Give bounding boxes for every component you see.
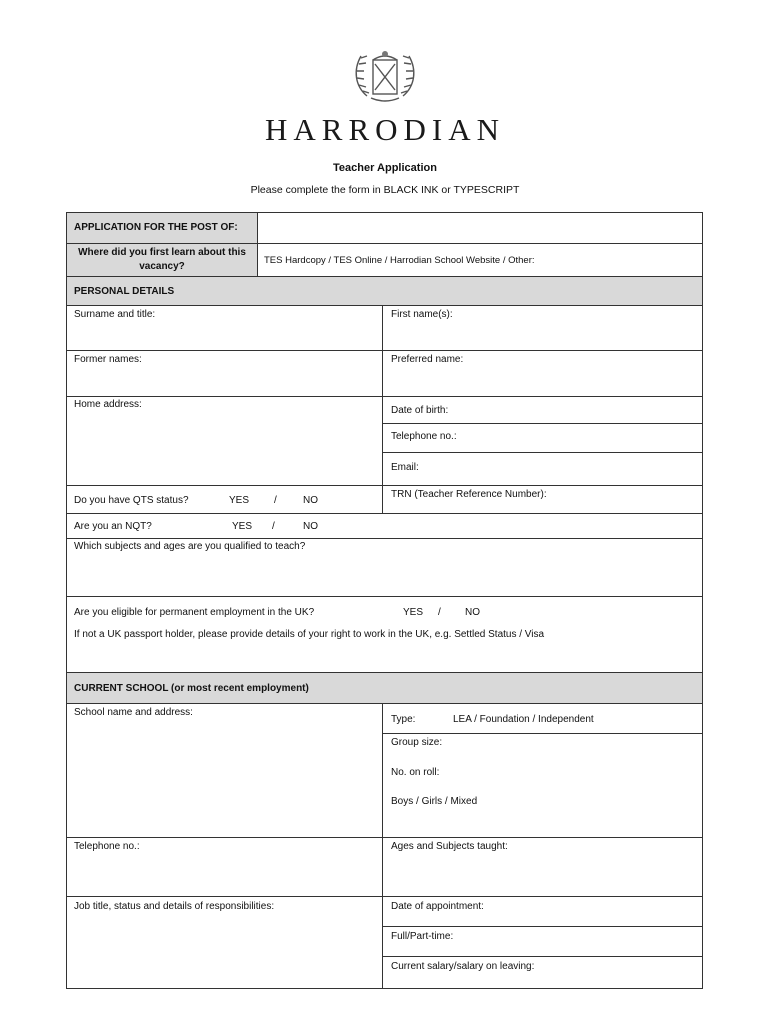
eligible-question: Are you eligible for permanent employment in the UK? [74, 607, 315, 618]
nqt-separator: / [272, 521, 275, 532]
ages-subjects-field[interactable]: Ages and Subjects taught: [391, 841, 508, 852]
application-form [66, 212, 703, 989]
current-school-title: CURRENT SCHOOL (or most recent employment) [74, 683, 309, 694]
group-size-field[interactable]: Group size: [391, 737, 443, 748]
home-address-field[interactable]: Home address: [74, 399, 142, 410]
eligible-no-option[interactable]: NO [465, 607, 480, 618]
preferred-name-field[interactable]: Preferred name: [391, 354, 464, 365]
dob-field[interactable]: Date of birth: [391, 405, 449, 416]
nqt-question: Are you an NQT? [74, 521, 152, 532]
subjects-field[interactable]: Which subjects and ages are you qualified to teach? [74, 541, 306, 552]
brand-wordmark: HARRODIAN [265, 112, 505, 147]
form-title: Teacher Application [333, 162, 437, 174]
personal-details-title: PERSONAL DETAILS [74, 286, 175, 297]
gender-options[interactable]: Boys / Girls / Mixed [391, 796, 478, 807]
email-field[interactable]: Email: [391, 462, 419, 473]
form-instruction: Please complete the form in BLACK INK or TYPESCRIPT [250, 184, 520, 196]
salary-field[interactable]: Current salary/salary on leaving: [391, 961, 535, 972]
eligible-separator: / [438, 607, 441, 618]
school-name-field[interactable]: School name and address: [74, 707, 193, 718]
post-label: APPLICATION FOR THE POST OF: [74, 222, 238, 233]
nqt-yes-option[interactable]: YES [232, 521, 253, 532]
harrodian-crest-logo [0, 44, 770, 108]
date-appointment-field[interactable]: Date of appointment: [391, 901, 484, 912]
vacancy-label: Where did you first learn about this vacancy? [78, 247, 246, 272]
surname-field[interactable]: Surname and title: [74, 309, 156, 320]
post-field[interactable] [262, 222, 698, 240]
qts-no-option[interactable]: NO [303, 495, 318, 506]
type-options[interactable]: LEA / Foundation / Independent [453, 714, 594, 725]
vacancy-options[interactable]: TES Hardcopy / TES Online / Harrodian School Website / Other: [264, 255, 535, 266]
eligible-yes-option[interactable]: YES [403, 607, 424, 618]
qts-separator: / [274, 495, 277, 506]
no-on-roll-field[interactable]: No. on roll: [391, 767, 440, 778]
nqt-no-option[interactable]: NO [303, 521, 318, 532]
qts-question: Do you have QTS status? [74, 495, 189, 506]
former-names-field[interactable]: Former names: [74, 354, 142, 365]
full-part-time-field[interactable]: Full/Part-time: [391, 931, 454, 942]
first-names-field[interactable]: First name(s): [391, 309, 453, 320]
qts-yes-option[interactable]: YES [229, 495, 250, 506]
telephone-field[interactable]: Telephone no.: [391, 431, 457, 442]
trn-field[interactable]: TRN (Teacher Reference Number): [391, 489, 547, 500]
job-title-field[interactable]: Job title, status and details of responsibilities: [74, 901, 275, 912]
crest-icon [345, 44, 425, 108]
type-label: Type: [391, 714, 416, 725]
right-to-work-field[interactable]: If not a UK passport holder, please provide details of your right to work in the UK, e.g. Settled Status / Visa [74, 629, 545, 640]
school-telephone-field[interactable]: Telephone no.: [74, 841, 140, 852]
